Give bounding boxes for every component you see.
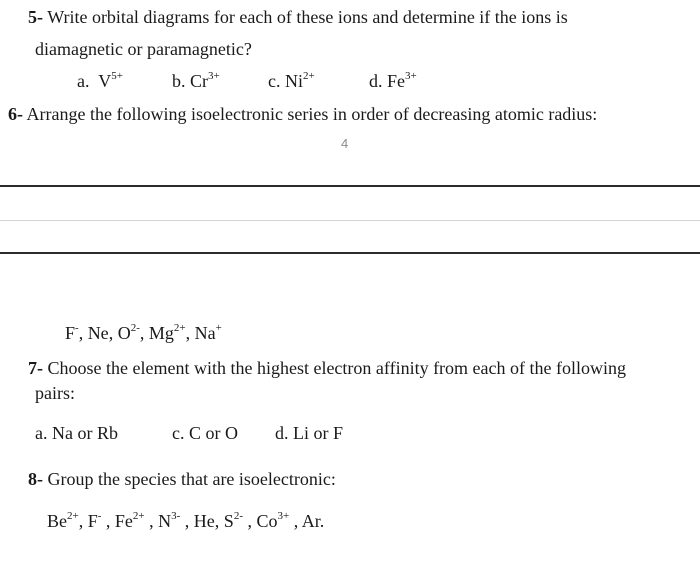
q8-prompt: Group the species that are isoelectronic: [47, 469, 336, 489]
q7-option-c: c. C or O [172, 423, 238, 443]
q5-prompt: Write orbital diagrams for each of these ions and determine if the ions is [47, 7, 568, 27]
q5-number: 5- [28, 7, 43, 27]
q6-number: 6- [8, 104, 23, 124]
q6-series [65, 322, 222, 344]
q8-number: 8- [28, 469, 43, 489]
q5-line1 [28, 6, 568, 28]
page-number: 4 [341, 136, 349, 151]
species: $N^{3-}$ , [158, 510, 194, 531]
species: $Mg^{2+}$, [148, 322, 195, 343]
species: $O^{2-}$, [117, 322, 149, 343]
q5-option-b: b. $Cr^{3+}$ [172, 70, 220, 91]
q6-prompt: Arrange the following isoelectronic series in order of decreasing atomic radius: [26, 104, 598, 124]
divider-middle [0, 220, 700, 221]
species: $S^{2-}$ , [223, 510, 257, 531]
q7-prompt: Choose the element with the highest electron affinity from each of the following [47, 358, 627, 378]
species: $Fe^{2+}$ , [114, 510, 159, 531]
species: F- , [87, 510, 115, 531]
species: $Co^{3+}$ , [256, 510, 302, 531]
divider-top [0, 185, 700, 187]
q7-line1 [28, 357, 626, 379]
q5-option-d: d. $Fe^{3+}$ [369, 70, 417, 91]
species: Ar. [301, 511, 325, 531]
species: Na+ [194, 322, 222, 343]
species: Ne, [87, 323, 118, 343]
q7-prompt-cont: pairs: [35, 383, 75, 403]
q5-line2 [35, 38, 252, 60]
q7-option-a: a. Na or Rb [35, 423, 118, 443]
q8-species [47, 510, 324, 532]
q5-option-a: a. $V^{5+}$ [77, 70, 123, 91]
divider-bottom [0, 252, 700, 254]
species: $Be^{2+}$, [47, 510, 88, 531]
q6-line [8, 103, 597, 125]
q7-line2 [35, 382, 75, 404]
q5-option-c: c. $Ni^{2+}$ [268, 70, 315, 91]
q5-prompt-cont: diamagnetic or paramagnetic? [35, 39, 252, 59]
q7-number: 7- [28, 358, 43, 378]
q8-line [28, 468, 336, 490]
q7-option-d: d. Li or F [275, 423, 344, 443]
species: He, [193, 511, 224, 531]
species: F-, [65, 322, 88, 343]
